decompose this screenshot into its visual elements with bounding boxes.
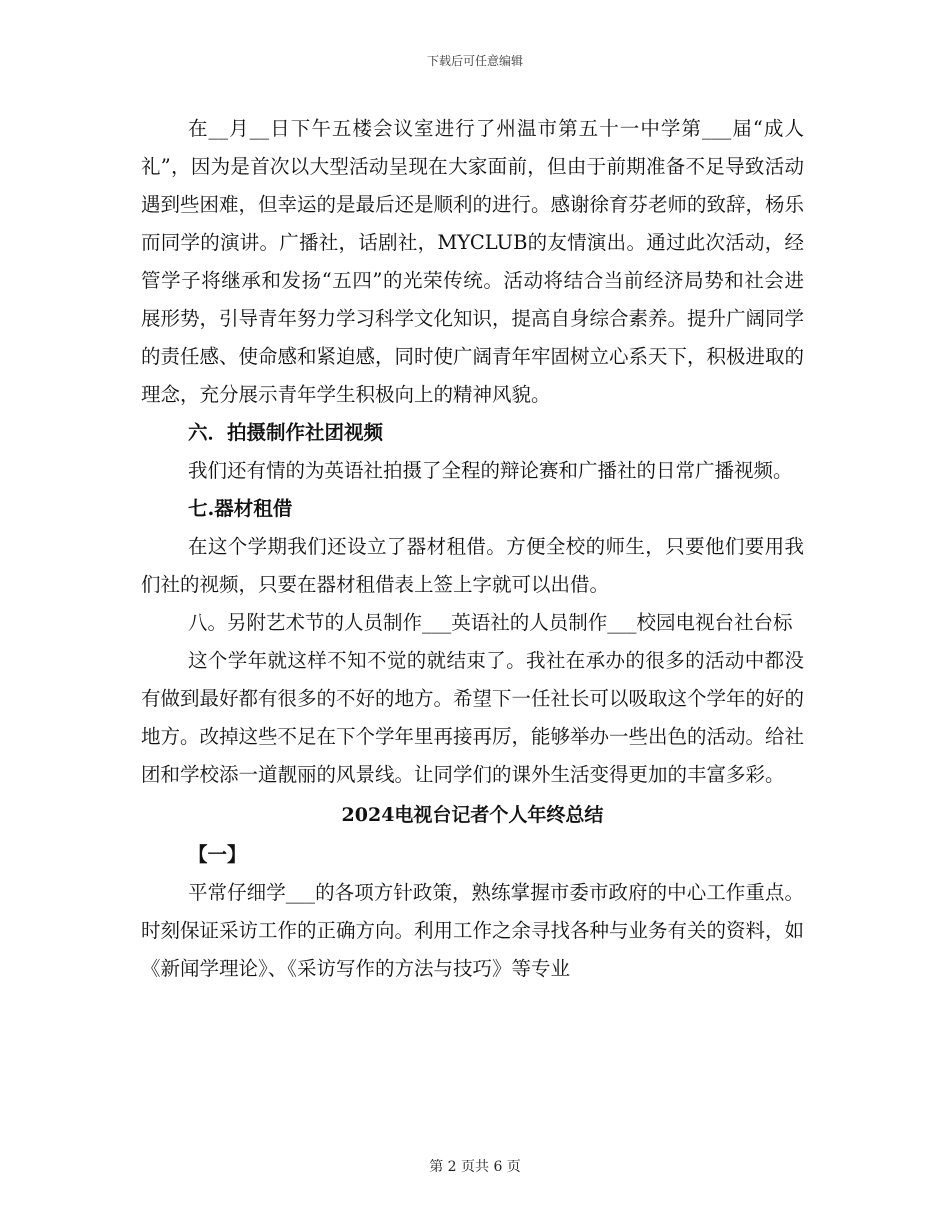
document-body (141, 110, 804, 988)
page-header: 下载后可任意编辑 (426, 54, 523, 68)
paragraph-equipment: 在这个学期我们还设立了器材租借。方便全校的师生，只要他们要用我们社的视频，只要在器材租借表上签上字就可以出借。 (141, 535, 804, 596)
paragraph-coming-of-age-ceremony: 在__月__日下午五楼会议室进行了州温市第五十一中学第___届“成人礼”，因为是首次以大型活动呈现在大家面前，但由于前期准备不足导致活动遇到些困难，但幸运的是最后还是顺利的进行。感谢徐育芬老师的致辞，杨乐而同学的演讲。广播社，话剧社，MYCLUB的友情演出。通过此次活动，经管学子将继承和发扬“五四”的光荣传统。活动将结合当前经济局势和社会进展形势，引导青年努力学习科学文化知识，提高自身综合素养。提升广阔同学的责任感、使命感和紧迫感，同时使广阔青年牢固树立心系天下，积极进取的理念，充分展示青年学生积极向上的精神风貌。 (141, 117, 805, 406)
paragraph-study: 平常仔细学___的各项方针政策，熟练掌握市委市政府的中心工作重点。时刻保证采访工作的正确方向。利用工作之余寻找各种与业务有关的资料，如《新闻学理论》、《采访写作的方法与技巧》等专业 (141, 881, 805, 980)
section-marker: 【一】 (188, 843, 247, 866)
section-heading-video: 六．拍摄制作社团视频 (188, 421, 384, 444)
document-title: 2024电视台记者个人年终总结 (341, 804, 604, 826)
section-heading-equipment: 七.器材租借 (188, 497, 293, 520)
paragraph-conclusion: 这个学年就这样不知不觉的就结束了。我社在承办的很多的活动中都没有做到最好都有很多的不好的地方。希望下一任社长可以吸取这个学年的好的地方。改掉这些不足在下个学年里再接再厉，能够举办一些出色的活动。给社团和学校添一道靓丽的风景线。让同学们的课外生活变得更加的丰富多彩。 (141, 649, 805, 786)
paragraph-attachments: 八。另附艺术节的人员制作___英语社的人员制作___校园电视台社台标 (188, 611, 793, 634)
paragraph-video: 我们还有情的为英语社拍摄了全程的辩论赛和广播社的日常广播视频。 (188, 459, 793, 482)
page-footer: 第 2 页共 6 页 (429, 1159, 521, 1175)
